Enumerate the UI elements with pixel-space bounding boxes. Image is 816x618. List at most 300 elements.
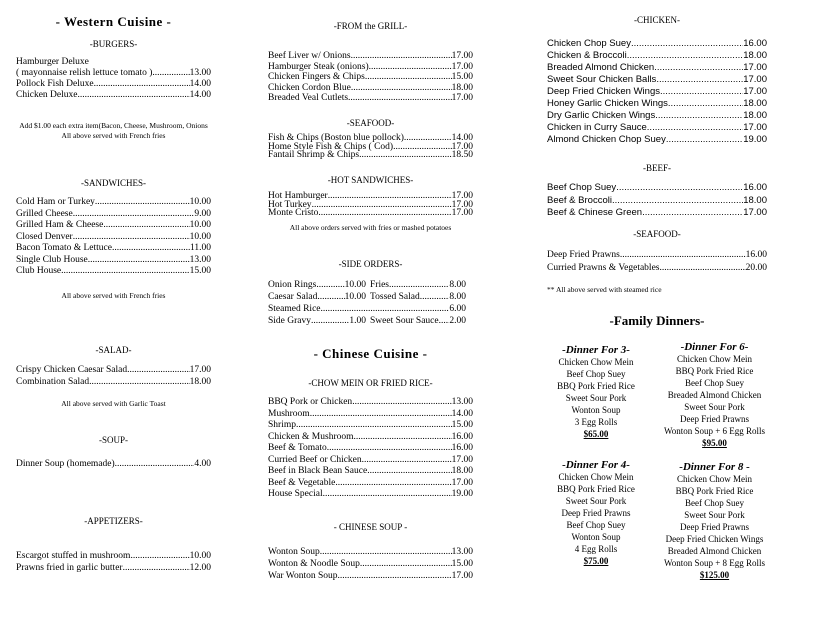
menu-item-price: 15.00 xyxy=(189,266,211,276)
menu-item-name: Grilled Ham & Cheese xyxy=(16,220,104,230)
dot-leader xyxy=(359,151,452,160)
appetizers-list xyxy=(16,550,211,574)
dinner-item: Chicken Chow Mein xyxy=(558,357,634,367)
menu-item xyxy=(16,550,211,562)
menu-item xyxy=(16,562,211,574)
menu-item-price: 18.00 xyxy=(451,466,473,476)
dot-leader xyxy=(73,232,190,244)
seafood-chinese-note: ** All above served with steamed rice xyxy=(547,285,662,294)
menu-item-price: 15.00 xyxy=(451,72,473,82)
menu-item xyxy=(547,262,767,275)
menu-item-name: Dinner Soup (homemade) xyxy=(16,459,115,469)
menu-item-price: 16.00 xyxy=(451,443,473,453)
dot-leader xyxy=(631,38,743,50)
menu-item xyxy=(268,51,473,62)
menu-item-price: 17.00 xyxy=(743,86,767,97)
menu-item-price: 10.00 xyxy=(344,280,366,290)
menu-item-price: 1.00 xyxy=(349,316,366,326)
menu-item-price: 17.00 xyxy=(451,208,473,218)
sandwiches-note: All above served with French fries xyxy=(61,291,166,300)
dot-leader xyxy=(616,182,743,195)
dot-leader xyxy=(130,550,189,562)
dinner-item: Breaded Almond Chicken xyxy=(667,546,762,556)
salad-title: -SALAD- xyxy=(95,345,132,355)
menu-item-name: Curried Beef or Chicken xyxy=(268,454,362,465)
menu-item xyxy=(16,197,211,209)
dinner-item: Deep Fried Prawns xyxy=(680,414,749,424)
menu-item xyxy=(268,209,473,218)
western-cuisine-title: - Western Cuisine - xyxy=(55,14,172,29)
menu-item-name: Breaded Veal Cutlets xyxy=(268,93,349,103)
menu-item-price: 8.00 xyxy=(449,292,466,302)
dot-leader xyxy=(351,51,452,62)
sandwiches-title: -SANDWICHES- xyxy=(81,178,146,188)
dot-leader xyxy=(310,409,452,421)
grill-list xyxy=(268,51,473,104)
menu-item-name: Shrimp xyxy=(268,420,296,430)
menu-item xyxy=(16,243,211,255)
menu-item-name: Club House xyxy=(16,266,62,276)
dot-leader xyxy=(404,134,452,143)
menu-item xyxy=(16,68,211,79)
dot-leader xyxy=(323,489,452,501)
dinner-for-8 xyxy=(652,461,777,581)
menu-item-price: 12.00 xyxy=(189,563,211,573)
dot-leader xyxy=(354,432,452,444)
dot-leader xyxy=(654,62,743,74)
dinner-for-6-price: $95.00 xyxy=(702,438,727,448)
dot-leader xyxy=(352,397,451,409)
menu-item xyxy=(16,376,211,388)
dinner-for-3 xyxy=(546,344,646,440)
dinner-item: BBQ Pork Fried Rice xyxy=(675,486,754,496)
menu-item-name: Hot Hamburger xyxy=(268,191,328,201)
menu-item xyxy=(268,546,473,558)
appetizers-title: -APPETIZERS- xyxy=(84,516,143,526)
menu-item xyxy=(268,455,473,467)
dot-leader xyxy=(318,209,451,218)
menu-item-price: 17.00 xyxy=(451,454,473,465)
dot-leader xyxy=(103,220,189,232)
dinner-for-8-title: -Dinner For 8 - xyxy=(679,461,750,473)
menu-item-name: Mushroom xyxy=(268,408,310,419)
dot-leader xyxy=(94,79,190,90)
dinner-item: Breaded Almond Chicken xyxy=(667,390,762,400)
dinner-item: Sweet Sour Pork xyxy=(684,510,745,520)
menu-item-name: Hot Turkey xyxy=(268,199,312,210)
menu-item-name: Pollock Fish Deluxe xyxy=(16,79,94,89)
menu-item-name: Dry Garlic Chicken Wings xyxy=(547,110,656,121)
side-order-item xyxy=(370,315,466,327)
menu-item-price: 17.00 xyxy=(451,93,473,103)
dot-leader xyxy=(335,478,451,490)
menu-item-name: Escargot stuffed in mushroom xyxy=(16,551,131,561)
dinner-item: Deep Fried Chicken Wings xyxy=(665,534,764,544)
dinner-item: BBQ Pork Fried Rice xyxy=(557,484,635,494)
dot-leader xyxy=(348,93,452,104)
menu-item-name: Bacon Tomato & Lettuce xyxy=(16,243,112,253)
menu-item xyxy=(268,409,473,421)
seafood-chinese-title: -SEAFOOD- xyxy=(633,229,681,239)
dot-leader xyxy=(320,546,452,558)
menu-item xyxy=(268,151,473,160)
beef-list xyxy=(547,182,767,220)
menu-item xyxy=(268,420,473,432)
dinner-item: Chicken Chow Mein xyxy=(677,354,752,364)
menu-item-price: 10.00 xyxy=(344,292,366,302)
menu-item-name: Hamburger Deluxe xyxy=(16,57,89,67)
menu-item xyxy=(547,86,767,98)
menu-item-price: 8.00 xyxy=(449,280,466,290)
menu-item xyxy=(268,72,473,83)
dinner-item: Sweet Sour Pork xyxy=(565,393,627,403)
burgers-list xyxy=(16,57,211,101)
menu-item-name: ( mayonnaise relish lettuce tomato ) xyxy=(16,68,153,78)
menu-item-name: Breaded Almond Chicken xyxy=(547,62,655,73)
menu-item xyxy=(268,443,473,455)
menu-item-name: Prawns fried in garlic butter xyxy=(16,563,123,573)
dinner-item: Deep Fried Prawns xyxy=(680,522,749,532)
dinner-item: 4 Egg Rolls xyxy=(574,544,618,554)
menu-item-name: Steamed Rice xyxy=(268,304,321,314)
menu-item xyxy=(268,489,473,501)
chicken-title: -CHICKEN- xyxy=(634,15,680,25)
side-order-row xyxy=(268,279,466,291)
dot-leader xyxy=(659,262,745,275)
menu-item-price: 13.00 xyxy=(451,397,473,407)
side-order-item xyxy=(370,291,466,303)
chow-mein-title: -CHOW MEIN OR FRIED RICE- xyxy=(308,378,433,388)
menu-item-price: 17.00 xyxy=(451,191,473,201)
side-orders-title: -SIDE ORDERS- xyxy=(338,259,403,269)
menu-item-price: 19.00 xyxy=(743,134,767,145)
family-dinners-title: -Family Dinners- xyxy=(609,313,705,328)
hot-sandwiches-title: -HOT SANDWICHES- xyxy=(327,175,414,185)
menu-item-price: 14.00 xyxy=(451,133,473,143)
menu-item-name: Onion Rings xyxy=(268,280,317,290)
dinner-item: Sweet Sour Pork xyxy=(565,496,627,506)
menu-item-name: Almond Chicken Chop Suey xyxy=(547,134,666,145)
menu-item-price: 13.00 xyxy=(189,68,211,78)
menu-item-price: 16.00 xyxy=(451,431,473,442)
menu-item-name: Chicken & Broccoli xyxy=(547,50,627,61)
dot-leader xyxy=(656,74,743,86)
dot-leader xyxy=(317,291,344,303)
side-order-item xyxy=(268,315,366,327)
menu-item xyxy=(547,50,767,62)
menu-item-name: Wonton Soup xyxy=(268,547,320,557)
menu-item-name: Honey Garlic Chicken Wings xyxy=(547,98,668,109)
menu-item-name: BBQ Pork or Chicken xyxy=(268,397,353,407)
menu-item-price: 6.00 xyxy=(449,304,466,314)
menu-item-price: 18.00 xyxy=(743,50,767,61)
menu-item xyxy=(547,207,767,220)
menu-item-price: 18.00 xyxy=(189,377,211,387)
dinner-for-4 xyxy=(546,459,646,567)
menu-item-price: 13.00 xyxy=(451,547,473,557)
dot-leader xyxy=(88,255,190,267)
dinner-for-3-items xyxy=(546,356,646,428)
menu-item xyxy=(16,220,211,232)
menu-item-price: 16.00 xyxy=(745,250,767,260)
dot-leader xyxy=(420,291,450,303)
soup-title: -SOUP- xyxy=(98,435,128,445)
menu-item xyxy=(547,182,767,195)
grill-title: -FROM the GRILL- xyxy=(333,21,408,31)
menu-item-name: Home Style Fish & Chips ( Cod) xyxy=(268,141,394,152)
menu-item-price: 17.00 xyxy=(451,61,473,72)
menu-item-price: 18.00 xyxy=(743,194,767,206)
chinese-soup-list xyxy=(268,546,473,582)
seafood-chinese-list xyxy=(547,249,767,274)
menu-item-price: 18.00 xyxy=(743,98,767,109)
menu-item xyxy=(16,90,211,101)
burgers-note-fries: All above served with French fries xyxy=(61,131,166,140)
dinner-item: BBQ Pork Fried Rice xyxy=(675,366,754,376)
dinner-for-4-price: $75.00 xyxy=(583,556,609,566)
dot-leader xyxy=(393,143,452,152)
menu-item-price: 19.00 xyxy=(451,489,473,499)
side-order-item xyxy=(268,303,466,315)
burgers-title: -BURGERS- xyxy=(89,39,138,49)
menu-item xyxy=(268,93,473,104)
side-order-row xyxy=(268,315,466,327)
menu-item-price: 16.00 xyxy=(743,38,767,49)
menu-item xyxy=(16,209,211,221)
menu-item-name: Curried Prawns & Vegetables xyxy=(547,262,660,273)
menu-item-name: Sweet Sour Chicken Balls xyxy=(547,74,657,85)
dot-leader xyxy=(666,134,743,146)
dot-leader xyxy=(127,364,190,376)
menu-item xyxy=(547,38,767,50)
menu-item-name: Beef Chop Suey xyxy=(547,182,617,193)
dinner-for-3-price: $65.00 xyxy=(583,429,609,439)
sandwiches-list xyxy=(16,197,211,278)
menu-item-name: House Special xyxy=(268,489,323,499)
menu-item-name: Combination Salad xyxy=(16,377,90,387)
dot-leader xyxy=(351,83,452,94)
menu-item xyxy=(268,478,473,490)
dot-leader xyxy=(439,315,450,327)
dot-leader xyxy=(316,279,344,291)
dinner-item: Wonton Soup xyxy=(571,405,621,415)
menu-item-price: 17.00 xyxy=(451,51,473,61)
dot-leader xyxy=(312,201,452,210)
dinner-for-6 xyxy=(652,341,777,449)
menu-item-name: Beef & Tomato xyxy=(268,443,327,453)
menu-item xyxy=(268,83,473,94)
menu-item-name: Beef in Black Bean Sauce xyxy=(268,466,368,476)
menu-item-name: Fish & Chips (Boston blue pollock) xyxy=(268,133,404,143)
menu-item-price: 11.00 xyxy=(189,243,211,253)
menu-item xyxy=(268,62,473,73)
dot-leader xyxy=(367,466,451,478)
side-order-row xyxy=(268,303,466,315)
dinner-for-3-title: -Dinner For 3- xyxy=(562,344,630,356)
menu-item-price: 10.00 xyxy=(189,197,211,207)
menu-item xyxy=(16,458,211,470)
menu-item-price: 4.00 xyxy=(194,459,211,469)
dinner-item: Wonton Soup xyxy=(571,532,621,542)
dot-leader xyxy=(660,86,743,98)
menu-item-name: Fries xyxy=(370,280,389,290)
menu-item-price: 10.00 xyxy=(189,231,211,242)
dot-leader xyxy=(369,62,452,73)
dot-leader xyxy=(647,122,743,134)
dot-leader xyxy=(655,110,743,122)
menu-item-name: Chicken Chop Suey xyxy=(547,38,631,49)
hot-sandwiches-list xyxy=(268,192,473,218)
menu-item-name: Hamburger Steak (onions) xyxy=(268,61,369,72)
menu-item-price: 15.00 xyxy=(451,420,473,430)
dinner-item: 3 Egg Rolls xyxy=(574,417,618,427)
dot-leader xyxy=(627,50,743,62)
dinner-for-8-items xyxy=(652,473,777,569)
menu-item-price: 9.00 xyxy=(194,208,211,219)
menu-item xyxy=(547,249,767,262)
dot-leader xyxy=(328,192,452,201)
menu-item xyxy=(16,57,211,68)
menu-item xyxy=(547,195,767,208)
dot-leader xyxy=(668,98,743,110)
dot-leader xyxy=(642,207,743,220)
dot-leader xyxy=(73,209,195,221)
menu-item xyxy=(16,232,211,244)
dot-leader xyxy=(360,558,452,570)
menu-item-name: Beef & Vegetable xyxy=(268,477,336,488)
dot-leader xyxy=(311,315,349,327)
menu-item-name: Chicken in Curry Sauce xyxy=(547,122,647,133)
menu-item-name: Beef & Broccoli xyxy=(547,194,612,206)
menu-item xyxy=(268,432,473,444)
side-order-row xyxy=(268,291,466,303)
dot-leader xyxy=(112,243,190,255)
dot-leader xyxy=(612,195,743,208)
side-orders-list xyxy=(268,279,473,327)
menu-item-price: 17.00 xyxy=(451,199,473,210)
dinner-for-4-title: -Dinner For 4- xyxy=(562,459,630,471)
menu-item xyxy=(268,466,473,478)
seafood-west-list xyxy=(268,134,473,160)
menu-item-name: Side Gravy xyxy=(268,316,312,326)
menu-item xyxy=(268,558,473,570)
dot-leader xyxy=(123,562,190,574)
side-order-item xyxy=(268,291,366,303)
menu-item-price: 14.00 xyxy=(451,408,473,419)
menu-item-price: 17.00 xyxy=(743,207,767,218)
soup-list xyxy=(16,458,211,470)
menu-item xyxy=(16,255,211,267)
dinner-item: Chicken Chow Mein xyxy=(677,474,752,484)
dot-leader xyxy=(620,249,746,262)
dinner-item: Beef Chop Suey xyxy=(685,378,744,388)
salad-list xyxy=(16,364,211,388)
menu-item-name: Chicken Fingers & Chips xyxy=(268,72,365,82)
menu-item-name: Deep Fried Prawns xyxy=(547,250,620,260)
menu-item-name: Tossed Salad xyxy=(370,292,420,302)
burgers-note-extras: Add $1.00 each extra item(Bacon, Cheese, Mushroom, Onions xyxy=(19,121,208,130)
menu-item-price: 10.00 xyxy=(189,220,211,230)
hot-sandwiches-note: All above orders served with fries or mashed potatoes xyxy=(289,223,452,232)
menu-item-name: Deep Fried Chicken Wings xyxy=(547,86,660,97)
dot-leader xyxy=(362,455,452,467)
menu-item-price: 18.50 xyxy=(451,150,473,160)
dot-leader xyxy=(89,376,190,388)
dot-leader xyxy=(321,303,450,315)
menu-item-price: 10.00 xyxy=(189,551,211,561)
side-order-item xyxy=(370,279,466,291)
menu-item-name: Fantail Shrimp & Chips xyxy=(268,150,360,160)
menu-item-name: Beef Liver w/ Onions xyxy=(268,51,351,61)
menu-item-name: Single Club House xyxy=(16,254,88,265)
menu-item xyxy=(547,98,767,110)
dinner-item: Deep Fried Prawns xyxy=(561,508,631,518)
menu-item-name: Monte Cristo xyxy=(268,208,319,218)
dot-leader xyxy=(389,279,449,291)
menu-item-price: 17.00 xyxy=(743,74,767,85)
menu-item-price: 2.00 xyxy=(449,316,466,326)
menu-item-name: Chicken Deluxe xyxy=(16,90,78,100)
menu-item-name: Crispy Chicken Caesar Salad xyxy=(16,365,128,375)
chinese-soup-title: - CHINESE SOUP - xyxy=(333,522,408,532)
dot-leader xyxy=(338,570,452,582)
menu-item xyxy=(268,397,473,409)
menu-item-name: Grilled Cheese xyxy=(16,208,73,219)
dinner-item: Beef Chop Suey xyxy=(566,369,626,379)
dot-leader xyxy=(365,72,452,83)
menu-item xyxy=(16,79,211,90)
dinner-for-4-items xyxy=(546,471,646,555)
menu-item-price: 17.00 xyxy=(743,122,767,133)
dinner-item: Wonton Soup + 6 Egg Rolls xyxy=(663,426,766,436)
menu-item-price: 18.00 xyxy=(451,82,473,93)
dinner-for-6-title: -Dinner For 6- xyxy=(680,341,749,353)
dot-leader xyxy=(77,90,189,101)
menu-item xyxy=(547,134,767,146)
salad-note: All above served with Garlic Toast xyxy=(61,399,166,408)
dinner-item: BBQ Pork Fried Rice xyxy=(557,381,635,391)
menu-item-price: 17.00 xyxy=(451,141,473,152)
menu-item-price: 15.00 xyxy=(451,559,473,569)
dinner-item: Wonton Soup + 8 Egg Rolls xyxy=(663,558,766,568)
menu-item-name: Wonton & Noodle Soup xyxy=(268,559,360,569)
menu-item-price: 17.00 xyxy=(451,477,473,488)
menu-item xyxy=(16,266,211,278)
dinner-item: Sweet Sour Pork xyxy=(684,402,745,412)
dot-leader xyxy=(327,443,452,455)
side-order-item xyxy=(268,279,366,291)
dinner-for-8-price: $125.00 xyxy=(699,570,730,580)
menu-item-name: Closed Denver xyxy=(16,231,73,242)
dot-leader xyxy=(61,266,190,278)
menu-item-price: 14.00 xyxy=(189,90,211,100)
dot-leader xyxy=(296,420,452,432)
menu-item-price: 14.00 xyxy=(189,79,211,89)
menu-item xyxy=(547,122,767,134)
dinner-item: Chicken Chow Mein xyxy=(558,472,634,482)
menu-item-name: Cold Ham or Turkey xyxy=(16,197,95,207)
menu-item-price: 18.00 xyxy=(743,110,767,121)
menu-item-name: Caesar Salad xyxy=(268,292,318,302)
beef-title: -BEEF- xyxy=(643,163,671,173)
menu-item xyxy=(547,62,767,74)
dinner-item: Beef Chop Suey xyxy=(566,520,626,530)
menu-item xyxy=(268,570,473,582)
menu-item xyxy=(547,74,767,86)
chicken-list xyxy=(547,38,767,146)
menu-item-name: Chicken & Mushroom xyxy=(268,431,354,442)
seafood-west-title: -SEAFOOD- xyxy=(346,118,395,128)
